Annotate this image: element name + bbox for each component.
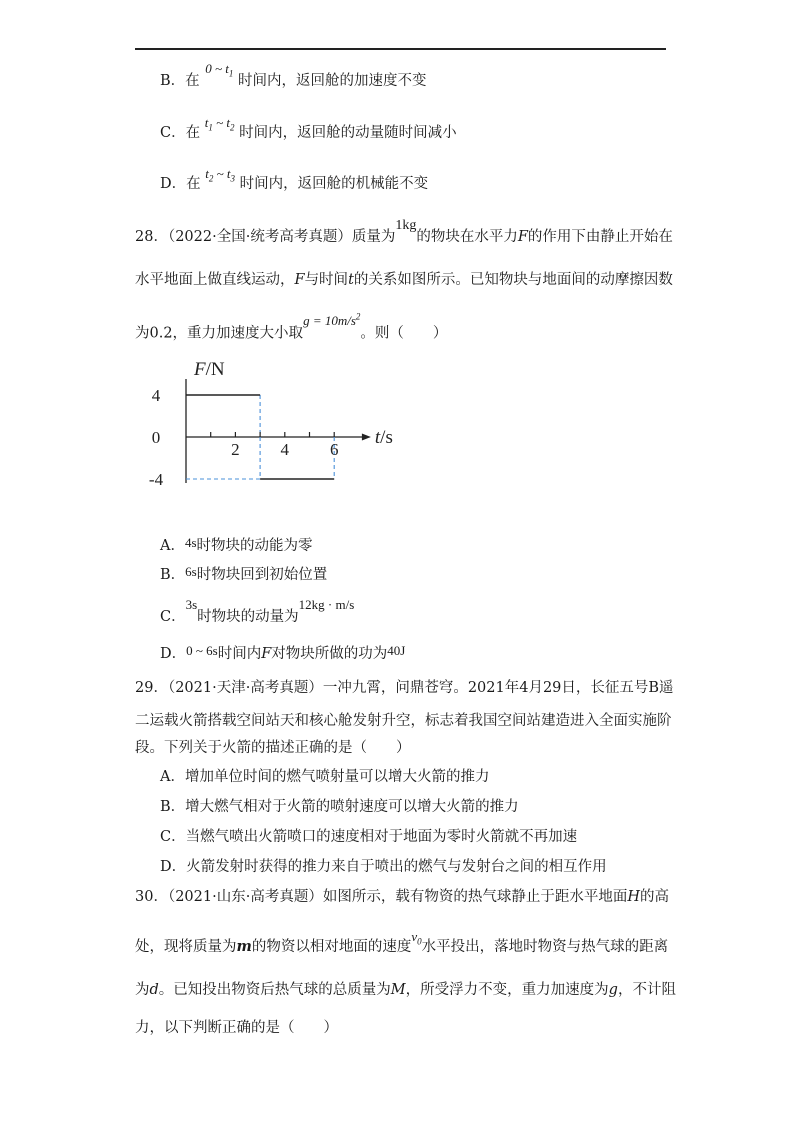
q27-option-d: D．在 $t_2$ ~ $t_3$ 时间内，返回舱的机械能不变 xyxy=(160,166,429,192)
q29-option-b: B．增大燃气相对于火箭的喷射速度可以增大火箭的推力 xyxy=(160,799,519,815)
q29-stem-line2: 二运载火箭搭载空间站天和核心舱发射升空，标志着我国空间站建造进入全面实施阶 xyxy=(135,713,672,729)
f-t-graph xyxy=(130,355,393,495)
q30-v0: $v_0$ xyxy=(411,929,422,947)
q28-option-b: B．6s时物块回到初始位置 xyxy=(160,564,328,583)
q28-option-c: C．3s时物块的动量为12kg · m/s xyxy=(160,597,355,625)
q27-b-math: 0 ~ $t_1$ xyxy=(205,61,234,79)
x-tick-label-6: 6 xyxy=(329,440,339,459)
graph-ticks xyxy=(211,432,335,437)
q27-option-b: B．在 0 ~ $t_1$ 时间内，返回舱的加速度不变 xyxy=(160,61,427,89)
q28-stem-line1: 28．（2022·全国·统考高考真题）质量为1kg的物块在水平力F的作用下由静止开始在 xyxy=(135,218,673,245)
q28-mass: 1kg xyxy=(395,218,417,233)
q27-option-c: C．在 $t_1$ ~ $t_2$ 时间内，返回舱的动量随时间减小 xyxy=(160,115,457,141)
q29-option-c: C．当燃气喷出火箭喷口的速度相对于地面为零时火箭就不再加速 xyxy=(160,829,578,845)
q29-stem-line3: 段。下列关于火箭的描述正确的是（ ） xyxy=(135,740,411,756)
q28-option-d: D．0 ~ 6s时间内F对物块所做的功为40J xyxy=(160,643,406,662)
q28-g-eq: $g = 10m/s^2$ xyxy=(303,312,361,329)
q28-option-a: A．4s时物块的动能为零 xyxy=(160,535,313,554)
header-rule xyxy=(135,48,666,50)
y-axis-label: F/N xyxy=(194,359,225,380)
q27-c-math: $t_1$ ~ $t_2$ xyxy=(204,115,235,133)
x-tick-label-4: 4 xyxy=(280,440,290,459)
q29-option-d: D．火箭发射时获得的推力来自于喷出的燃气与发射台之间的相互作用 xyxy=(160,859,607,875)
q29-option-a: A．增加单位时间的燃气喷射量可以增大火箭的推力 xyxy=(160,769,490,785)
q28-stem-line3: 为0.2，重力加速度大小取$g = 10m/s^2$。则（ ） xyxy=(135,312,448,342)
q29-stem-line1: 29．（2021·天津·高考真题）一冲九霄，问鼎苍穹。2021年4月29日，长征五号B遥 xyxy=(135,680,674,696)
x-axis-label: t/s xyxy=(374,427,393,448)
q27-d-math: $t_2$ ~ $t_3$ xyxy=(205,166,236,184)
x-axis-arrow xyxy=(362,434,371,441)
y-tick-label-0: 4 xyxy=(151,386,161,405)
y-tick-label-2: -4 xyxy=(148,470,164,489)
q30-stem-line2: 处，现将质量为m的物资以相对地面的速度$v_0$水平投出，落地时物资与热气球的距离 xyxy=(135,929,669,955)
x-tick-label-2: 2 xyxy=(231,440,240,459)
q30-stem-line3: 为d。已知投出物资后热气球的总质量为M，所受浮力不变，重力加速度为g，不计阻 xyxy=(135,982,676,998)
q30-stem-line4: 力，以下判断正确的是（ ） xyxy=(135,1020,338,1036)
y-tick-label-1: 0 xyxy=(151,428,161,447)
q30-stem-line1: 30．（2021·山东·高考真题）如图所示，载有物资的热气球静止于距水平地面H的高 xyxy=(135,889,669,905)
q28-stem-line2: 水平地面上做直线运动，F与时间t的关系如图所示。已知物块与地面间的动摩擦因数 xyxy=(135,272,673,288)
